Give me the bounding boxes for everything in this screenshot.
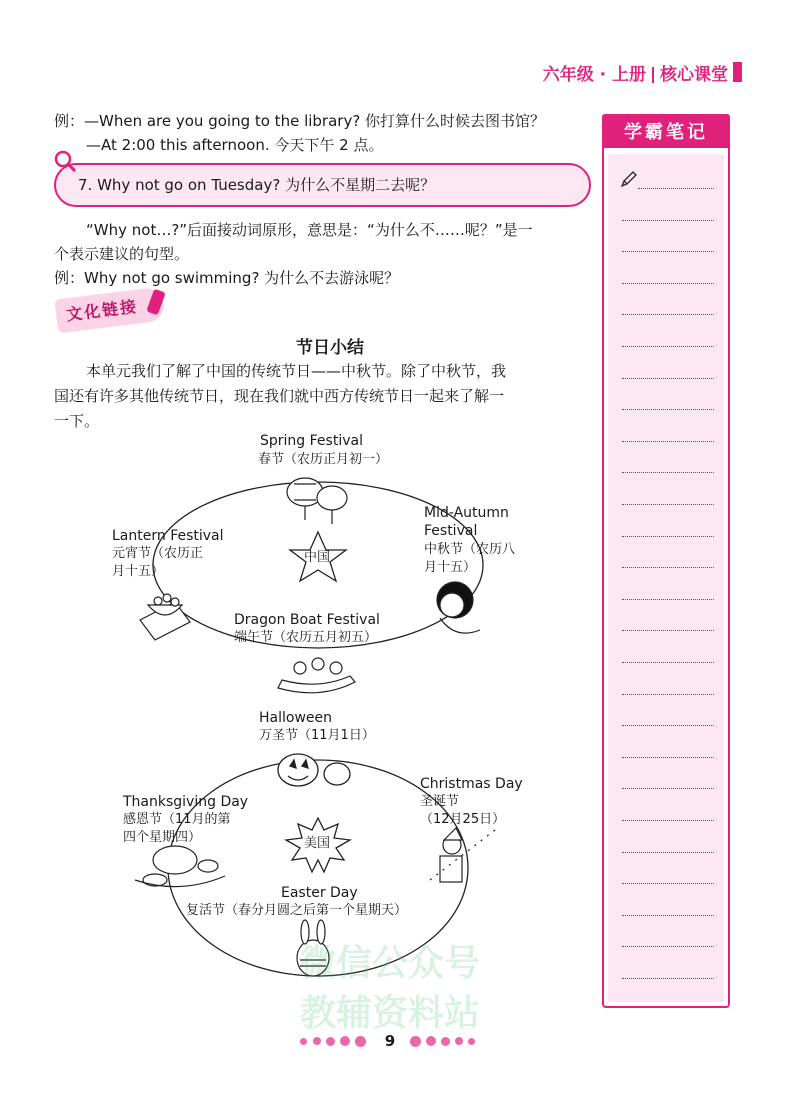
note-line xyxy=(622,472,714,473)
footer-dot xyxy=(455,1037,463,1045)
festival-date: 元宵节（农历正 xyxy=(112,546,204,561)
note-line xyxy=(622,978,714,979)
festival-date: 复活节（春分月圆之后第一个星期天） xyxy=(186,903,408,918)
festival-name: Spring Festival xyxy=(260,433,363,449)
festival-name: Thanksgiving Day xyxy=(123,794,249,810)
festival-date: 端午节（农历五月初五） xyxy=(234,630,378,645)
section-title: 节日小结 xyxy=(296,338,364,358)
footer-dot xyxy=(300,1038,307,1045)
festival-date-cont: 月十五） xyxy=(424,560,477,575)
footer-dot xyxy=(326,1037,335,1046)
note-line xyxy=(622,788,714,789)
dragon-boat-icon xyxy=(278,658,355,693)
note-line xyxy=(622,504,714,505)
note-line xyxy=(622,852,714,853)
explanation-line-2: 个表示建议的句型。 xyxy=(54,245,190,263)
note-line xyxy=(622,883,714,884)
note-line xyxy=(622,346,714,347)
dumplings-icon xyxy=(140,594,190,640)
note-line xyxy=(622,441,714,442)
lantern-icon xyxy=(287,478,347,524)
festival-name: Easter Day xyxy=(281,885,358,901)
explanation-line-1: “Why not…?”后面接动词原形，意思是：“为什么不……呢？”是一 xyxy=(86,221,533,239)
note-line xyxy=(622,378,714,379)
festival-date-cont: （12月25日） xyxy=(420,812,506,827)
example-line-1: 例：—When are you going to the library? 你打算什么时候去图书馆？ xyxy=(54,112,546,130)
intro-paragraph-line-2: 国还有许多其他传统节日，现在我们就中西方传统节日一起来了解一 xyxy=(54,387,505,405)
header-accent-bar xyxy=(733,62,742,82)
note-line xyxy=(622,946,714,947)
notes-area[interactable] xyxy=(608,154,724,1002)
note-line xyxy=(622,314,714,315)
intro-paragraph-line-1: 本单元我们了解了中国的传统节日——中秋节。除了中秋节，我 xyxy=(86,362,507,380)
note-line xyxy=(622,662,714,663)
festival-date: 春节（农历正月初一） xyxy=(258,452,389,467)
section-label: 核心课堂 xyxy=(660,65,728,85)
festival-name: Halloween xyxy=(259,710,333,726)
festival-date-cont: 四个星期四） xyxy=(123,830,202,845)
pencil-icon xyxy=(620,170,638,188)
footer-dot xyxy=(426,1036,436,1046)
festival-name: Christmas Day xyxy=(420,776,523,792)
festival-name-cont: Festival xyxy=(424,523,478,539)
note-line xyxy=(622,536,714,537)
festival-date: 圣诞节 xyxy=(420,794,460,809)
turkey-icon xyxy=(135,846,225,887)
grade-label: 六年级 · 上册 xyxy=(542,65,646,85)
santa-icon xyxy=(430,828,495,882)
example-line-2: —At 2:00 this afternoon. 今天下午 2 点。 xyxy=(86,136,384,154)
note-line xyxy=(622,283,714,284)
key-point-label: 7. Why not go on Tuesday? 为什么不星期二去呢？ xyxy=(78,176,436,194)
note-line xyxy=(622,820,714,821)
note-line xyxy=(638,188,714,189)
page-number: 9 xyxy=(384,1032,396,1050)
festival-name: Lantern Festival xyxy=(112,528,224,544)
festival-date-cont: 月十五） xyxy=(112,564,165,579)
footer-dot xyxy=(441,1037,450,1046)
note-line xyxy=(622,409,714,410)
notes-sidebar-title: 学霸笔记 xyxy=(624,122,708,143)
intro-paragraph-line-3: 一下。 xyxy=(54,412,100,430)
usa-label: 美国 xyxy=(304,836,331,851)
pumpkin-icon xyxy=(278,754,350,786)
note-line xyxy=(622,725,714,726)
footer-dot xyxy=(340,1036,350,1046)
footer-dot xyxy=(468,1038,475,1045)
header-divider xyxy=(652,67,654,83)
festival-date: 中秋节（农历八 xyxy=(424,542,516,557)
note-line xyxy=(622,251,714,252)
festival-name: Dragon Boat Festival xyxy=(234,612,380,628)
festival-date: 万圣节（11月1日） xyxy=(259,728,375,743)
note-line xyxy=(622,694,714,695)
culture-tag-label: 文化链接 xyxy=(65,296,140,325)
note-line xyxy=(622,915,714,916)
watermark-line-2: 教辅资料站 xyxy=(300,993,481,1034)
footer-dot xyxy=(410,1036,421,1047)
china-label: 中国 xyxy=(304,550,331,565)
note-line xyxy=(622,567,714,568)
explanation-example: 例：Why not go swimming? 为什么不去游泳呢？ xyxy=(54,269,400,287)
festival-date: 感恩节（11月的第 xyxy=(123,812,231,827)
festival-name: Mid-Autumn xyxy=(424,505,509,521)
footer-dot xyxy=(355,1036,366,1047)
footer-dot xyxy=(313,1037,321,1045)
note-line xyxy=(622,220,714,221)
note-line xyxy=(622,599,714,600)
note-line xyxy=(622,757,714,758)
note-line xyxy=(622,630,714,631)
moon-fairy-icon xyxy=(437,582,480,633)
watermark-line-1: 微信公众号 xyxy=(300,943,481,984)
